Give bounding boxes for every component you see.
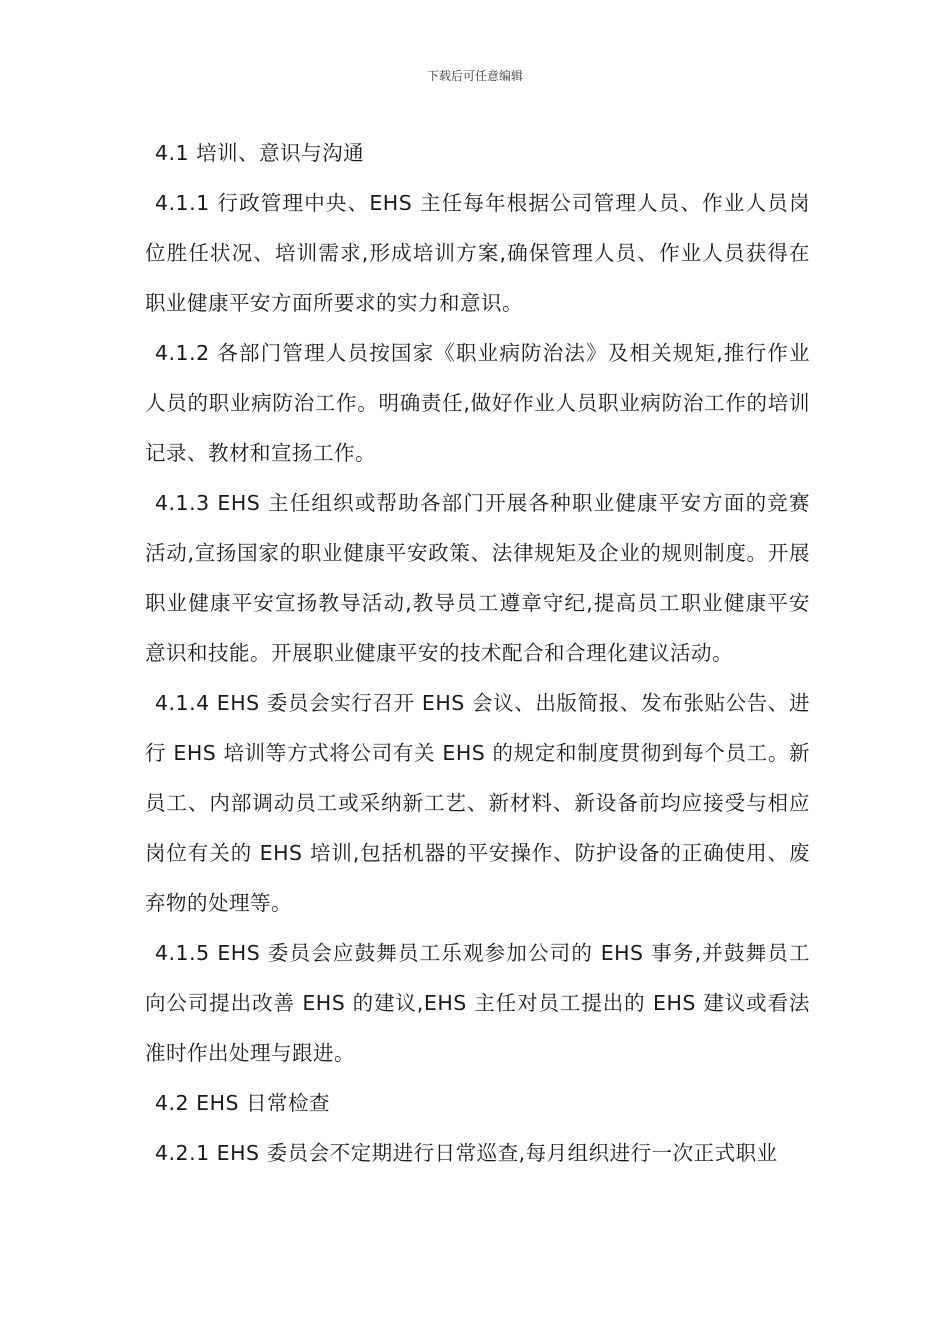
page-header-note: 下载后可任意编辑 [426,69,523,83]
paragraph-4-1-1: 4.1.1 行政管理中央、EHS 主任每年根据公司管理人员、作业人员岗位胜任状况、培训需求,形成培训方案,确保管理人员、作业人员获得在职业健康平安方面所要求的实力和意识。 [145,191,810,315]
paragraph-4-1-5: 4.1.5 EHS 委员会应鼓舞员工乐观参加公司的 EHS 事务,并鼓舞员工向公司提出改善 EHS 的建议,EHS 主任对员工提出的 EHS 建议或看法准时作出处理与跟进。 [145,941,810,1065]
document-body [145,128,810,1178]
paragraph-4-1-4: 4.1.4 EHS 委员会实行召开 EHS 会议、出版简报、发布张贴公告、进行 EHS 培训等方式将公司有关 EHS 的规定和制度贯彻到每个员工。新员工、内部调动员工或采纳新工艺、新材料、新设备前均应接受与相应岗位有关的 EHS 培训,包括机器的平安操作、防护设备的正确使用、废弃物的处理等。 [145,691,810,915]
paragraph-4-1-2: 4.1.2 各部门管理人员按国家《职业病防治法》及相关规矩,推行作业人员的职业病防治工作。明确责任,做好作业人员职业病防治工作的培训记录、教材和宣扬工作。 [145,341,810,465]
section-heading-4-1: 4.1 培训、意识与沟通 [155,141,365,165]
paragraph-4-1-3: 4.1.3 EHS 主任组织或帮助各部门开展各种职业健康平安方面的竞赛活动,宣扬国家的职业健康平安政策、法律规矩及企业的规则制度。开展职业健康平安宣扬教导活动,教导员工遵章守纪,提高员工职业健康平安意识和技能。开展职业健康平安的技术配合和合理化建议活动。 [145,491,810,665]
paragraph-4-2-1: 4.2.1 EHS 委员会不定期进行日常巡查,每月组织进行一次正式职业 [155,1141,778,1165]
section-heading-4-2: 4.2 EHS 日常检查 [155,1091,331,1115]
